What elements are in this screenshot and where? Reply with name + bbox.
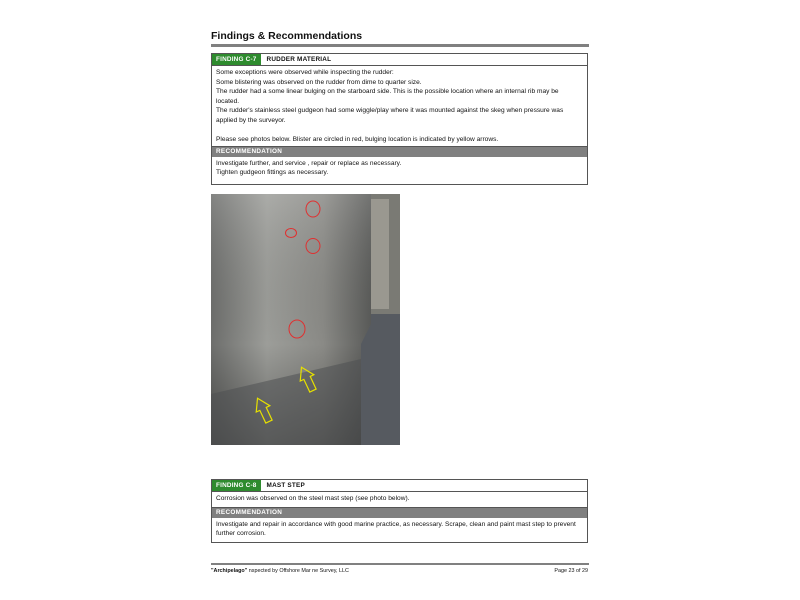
title-divider: [211, 44, 589, 47]
finding-c7-badge: FINDING C-7: [212, 54, 261, 65]
recommendation-line: Tighten gudgeon fittings as necessary.: [216, 169, 329, 177]
finding-c7-line: The rudder had a some linear bulging on the starboard side. This is the possible location where an internal rib may be located.: [216, 88, 559, 105]
footer-vessel-name: "Archipelago": [211, 568, 248, 574]
footer-divider: [211, 563, 589, 565]
finding-c7-line: Please see photos below. Blister are circled in red, bulging location is indicated by yellow arrows.: [216, 136, 499, 144]
finding-c8-recommendation-body: [212, 518, 587, 539]
finding-c7-header: [212, 54, 587, 66]
page-title: Findings & Recommendations: [211, 30, 363, 42]
footer-page-number: Page 23 of 29: [554, 568, 588, 574]
finding-c7-box: [211, 53, 588, 185]
finding-c7-line: The rudder's stainless steel gudgeon had some wiggle/play where it was mounted against the skeg when pressure was applied by the surveyor.: [216, 107, 564, 124]
finding-c8-title: MAST STEP: [266, 481, 305, 489]
recommendation-line: Investigate and repair in accordance with good marine practice, as necessary. Scrape, clean and paint mast step to prevent further corrosion.: [216, 520, 576, 538]
finding-c7-body: [212, 66, 587, 145]
finding-c7-line: Some exceptions were observed while inspecting the rudder:: [216, 69, 394, 76]
finding-c8-body: [212, 492, 587, 507]
finding-c8-header: [212, 480, 587, 492]
footer-inspected-by: nspected by Offshore Mar ne Survey, LLC: [247, 568, 349, 574]
finding-c8-box: [211, 479, 588, 543]
finding-c8-recommendation-header: RECOMMENDATION: [212, 507, 587, 518]
recommendation-line: Investigate further, and service , repair or replace as necessary.: [216, 159, 402, 167]
finding-c7-title: RUDDER MATERIAL: [266, 55, 332, 63]
finding-c8-badge: FINDING C-8: [212, 480, 261, 491]
finding-c8-line: Corrosion was observed on the steel mast step (see photo below).: [216, 495, 410, 502]
finding-c7-line: Some blistering was observed on the rudder from dime to quarter size.: [216, 78, 422, 86]
footer-left: [211, 568, 349, 574]
rudder-photo: [211, 194, 400, 445]
finding-c7-recommendation-header: RECOMMENDATION: [212, 146, 587, 157]
finding-c7-recommendation-body: [212, 157, 587, 178]
